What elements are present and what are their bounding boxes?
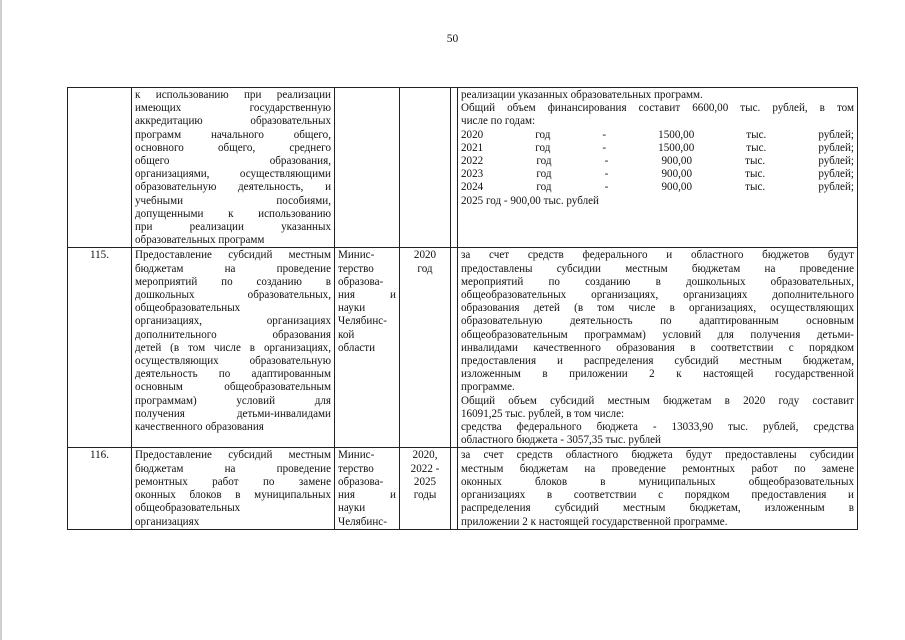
activity-name	[132, 248, 335, 448]
desc-line: предоставления и распределения субсидий местным бюджетам,	[461, 355, 854, 368]
desc-line: реализации указанных образовательных программ.	[461, 89, 703, 101]
desc-line: образовательную деятельность по адаптированным основным	[461, 315, 854, 328]
desc-line: инвалидами качественного образования в соответствии с порядком	[461, 341, 854, 354]
desc-line: 2025 год - 900,00 тыс. рублей	[461, 194, 599, 207]
name-line: Предоставление субсидий местным	[135, 449, 331, 462]
page-number: 50	[446, 33, 459, 45]
desc-line: организациях в соответствии с порядком предоставления и	[461, 489, 854, 502]
name-line: программам) условий для	[135, 394, 331, 407]
term-line: 2022 -	[410, 462, 440, 475]
table-row	[68, 88, 858, 248]
executor	[335, 248, 400, 448]
row-number-text: 116.	[89, 449, 109, 462]
executor-line: области	[338, 341, 376, 354]
name-line: основным общеобразовательным	[135, 381, 331, 394]
desc-line: приложении 2 к настоящей государственной программе.	[461, 515, 728, 528]
name-line: программ начального общего,	[135, 128, 331, 141]
name-line: оконных блоков в муниципальных	[135, 489, 331, 502]
name-line: аккредитацию образовательных	[135, 115, 331, 128]
name-line: учебными пособиями,	[135, 194, 331, 207]
name-line: детей (в том числе в организациях,	[135, 341, 331, 354]
name-line: образовательных программ	[135, 234, 265, 247]
term	[400, 248, 451, 448]
executor-line: ния и	[338, 289, 396, 302]
name-line: имеющих государственную	[135, 102, 331, 115]
desc-line: 2024 год - 900,00 тыс. рублей;	[461, 181, 854, 194]
desc-line: 16091,25 тыс. рублей, в том числе:	[461, 407, 625, 420]
desc-line: Общий объем финансирования составит 6600,00 тыс. рублей, в том	[461, 102, 854, 115]
term	[400, 88, 451, 248]
program-table	[67, 87, 858, 530]
scan-edge	[0, 0, 2, 640]
name-line: дошкольных образовательных,	[135, 289, 331, 302]
expected-result	[458, 448, 858, 529]
desc-line: оконных блоков в муниципальных общеобразовательных	[461, 475, 854, 488]
row-number	[68, 448, 132, 529]
name-line: ремонтных работ по замене	[135, 475, 331, 488]
name-line: образовательную деятельность, и	[135, 181, 331, 194]
name-line: бюджетам на проведение	[135, 462, 331, 475]
term	[400, 448, 451, 529]
term-line: 2020	[413, 249, 437, 262]
desc-line: 2021 год - 1500,00 тыс. рублей;	[461, 141, 854, 154]
spacer-cell	[451, 448, 458, 529]
executor-line: кой	[338, 328, 355, 341]
spacer-cell	[451, 248, 458, 448]
term-line: годы	[413, 489, 437, 502]
desc-line: 2020 год - 1500,00 тыс. рублей;	[461, 128, 854, 141]
spacer-cell	[451, 88, 458, 248]
name-line: качественного образования	[135, 421, 264, 434]
name-line: деятельность по адаптированным	[135, 368, 331, 381]
desc-line: местным бюджетам на проведение ремонтных работ по замене	[461, 462, 854, 475]
name-line: получения детьми-инвалидами	[135, 407, 331, 420]
name-line: бюджетам на проведение	[135, 262, 331, 275]
row-number-text: 115.	[89, 249, 109, 262]
desc-line: распределения субсидий местным бюджетам, изложенным в	[461, 502, 854, 515]
desc-line: средства федерального бюджета - 13033,90 тыс. рублей, средства	[461, 421, 854, 434]
executor-line: Минис-	[338, 449, 375, 462]
name-line: организациях	[135, 515, 200, 528]
activity-name	[132, 88, 335, 248]
desc-line: образования детей (в том числе в организациях, осуществляющих	[461, 302, 854, 315]
name-line: при реализации указанных	[135, 221, 331, 234]
desc-line: предоставлены субсидии местным бюджетам на проведение	[461, 262, 854, 275]
executor-line: образова-	[338, 475, 384, 488]
executor-line: терство	[338, 262, 374, 275]
executor-line: науки	[338, 302, 366, 315]
executor-line: образова-	[338, 275, 384, 288]
desc-line: числе по годам:	[461, 115, 536, 128]
desc-line: 2022 год - 900,00 тыс. рублей;	[461, 155, 854, 168]
desc-line: мероприятий по созданию в дошкольных образовательных,	[461, 275, 854, 288]
row-number	[68, 88, 132, 248]
name-line: мероприятий по созданию в	[135, 275, 331, 288]
executor-line: науки	[338, 502, 366, 515]
desc-line: общеобразовательных организациях, организациях дополнительного	[461, 289, 854, 302]
term-line: 2025	[413, 475, 437, 488]
name-line: организациях, организациях	[135, 315, 331, 328]
desc-line: изложенным в приложении 2 к настоящей государственной	[461, 368, 854, 381]
desc-line: общеобразовательным программам) условий для получения детьми-	[461, 328, 854, 341]
name-line: организациями, осуществляющими	[135, 168, 331, 181]
name-line: общего образования,	[135, 155, 331, 168]
executor-line: Минис-	[338, 249, 375, 262]
name-line: осуществляющих образовательную	[135, 355, 331, 368]
name-line: допущенными к использованию	[135, 207, 331, 220]
expected-result	[458, 88, 858, 248]
term-line: 2020,	[412, 449, 438, 462]
name-line: основного общего, среднего	[135, 141, 331, 154]
desc-line: за счет средств федерального и областного бюджетов будут	[461, 249, 854, 262]
executor-line: терство	[338, 462, 374, 475]
executor-line: Челябинс-	[338, 515, 387, 528]
executor	[335, 88, 400, 248]
executor-line: ния и	[338, 489, 396, 502]
name-line: Предоставление субсидий местным	[135, 249, 331, 262]
activity-name	[132, 448, 335, 529]
desc-line: Общий объем субсидий местным бюджетам в 2020 году составит	[461, 394, 854, 407]
name-line: к использованию при реализации	[135, 89, 331, 101]
desc-line: 2023 год - 900,00 тыс. рублей;	[461, 168, 854, 181]
table-row	[68, 448, 858, 529]
executor-line: Челябинс-	[338, 315, 387, 328]
name-line: дополнительного образования	[135, 328, 331, 341]
row-number	[68, 248, 132, 448]
table-row	[68, 248, 858, 448]
name-line: общеобразовательных	[135, 302, 241, 315]
term-line: год	[417, 262, 433, 275]
desc-line: областного бюджета - 3057,35 тыс. рублей	[461, 434, 661, 447]
expected-result	[458, 248, 858, 448]
executor	[335, 448, 400, 529]
desc-line: за счет средств областного бюджета будут предоставлены субсидии	[461, 449, 854, 462]
name-line: общеобразовательных	[135, 502, 241, 515]
desc-line: программе.	[461, 381, 515, 394]
